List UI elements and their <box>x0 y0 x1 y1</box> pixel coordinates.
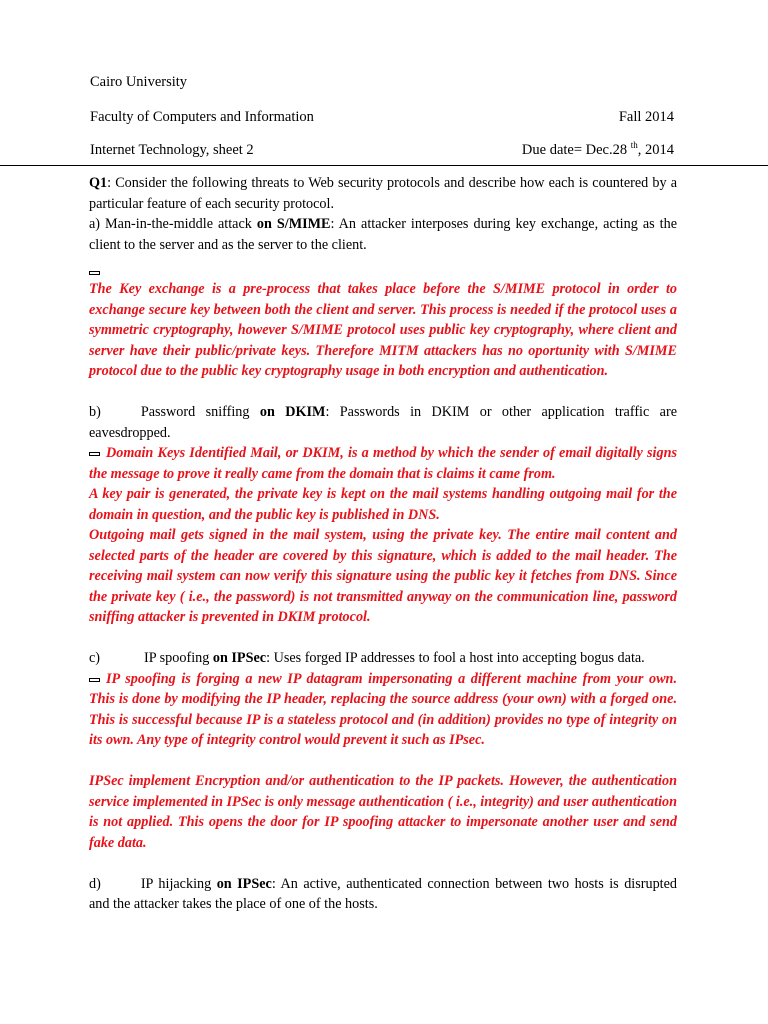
course-title: Internet Technology, sheet 2 <box>90 142 254 158</box>
part-b-answer-3: Outgoing mail gets signed in the mail system, using the private key. The entire mail content and selected parts of the header are covered by this signature, which is added to the mail header. The receiving mail system can now verify this signature using the public key it fetches from DNS. Since the private key ( i.e., the password) is not transmitted anyway on the communication line, password sniffing attacker is prevented in DKIM protocol. <box>89 527 677 625</box>
part-a-question <box>89 214 677 255</box>
part-d-prefix: IP hijacking <box>140 875 217 892</box>
due-date-sup: th <box>630 140 638 150</box>
due-date-prefix: Due date= Dec.28 <box>521 142 628 158</box>
part-a-answer: The Key exchange is a pre-process that takes place before the S/MIME protocol in order to exchange secure key between both the client and server. This process is needed if the protocol uses a symmetric cryptography, however S/MIME protocol uses public key cryptography, where client and server have their public/private keys. Therefore MITM attackers has no oportunity with S/MIME protocol due to the public key cryptography usage in both encryption and authentication. <box>89 281 677 379</box>
q1-label: Q1 <box>89 175 108 191</box>
part-b-answer-2: A key pair is generated, the private key is kept on the mail systems handling outgoing mail for the domain in question, and the public key is published in DNS. <box>89 486 677 523</box>
part-b-protocol: on DKIM <box>259 404 326 420</box>
part-a-prefix: a) Man-in-the-middle attack <box>89 216 257 232</box>
part-c-answer-1 <box>89 669 677 751</box>
part-c-question <box>89 648 677 669</box>
q1-intro-text: : Consider the following threats to Web security protocols and describe how each is countered by a particular feature of each security protocol. <box>89 175 677 212</box>
due-date-suffix: , 2014 <box>637 142 674 158</box>
due-date <box>522 141 674 159</box>
part-b-label: b) <box>89 404 101 420</box>
comment-marker-icon <box>89 678 100 682</box>
part-b-text: : Passwords in DKIM or other application traffic are eavesdropped. <box>89 404 677 441</box>
part-c-answer-1-text: IP spoofing is forging a new IP datagram impersonating a different machine from your own. This is done by modifying the IP header, replacing the source address (your own) with a forged one. This is successful because IP is a stateless protocol and (in addition) provides no type of integrity on its own. Any type of integrity control would prevent it such as IPsec. <box>89 670 677 748</box>
comment-marker-icon <box>89 271 100 275</box>
part-c-protocol: on IPSec <box>212 650 267 666</box>
faculty-name: Faculty of Computers and Information <box>90 109 314 125</box>
part-b-answer-1 <box>89 443 677 484</box>
q1-intro <box>89 173 677 214</box>
part-a-text: : An attacker interposes during key exchange, acting as the client to the server and as the server to the client. <box>89 216 677 253</box>
term: Fall 2014 <box>618 109 674 125</box>
spacer <box>89 382 677 403</box>
part-b-prefix: Password sniffing <box>140 404 260 420</box>
spacer <box>89 255 677 265</box>
part-a-protocol: on S/MIME <box>256 216 331 232</box>
part-a-marker-line <box>89 265 677 279</box>
part-b-answer-1-text: Domain Keys Identified Mail, or DKIM, is a method by which the sender of email digitally signs the message to prove it really came from the domain that is claims it came from. <box>89 445 677 482</box>
spacer <box>89 853 677 874</box>
part-c-prefix: IP spoofing <box>144 650 213 666</box>
part-d-question <box>89 874 677 915</box>
part-c-text: : Uses forged IP addresses to fool a host into accepting bogus data. <box>266 650 645 666</box>
university-name: Cairo University <box>90 74 188 90</box>
spacer <box>89 751 677 772</box>
comment-marker-icon <box>89 452 100 456</box>
part-d-protocol: on IPSec <box>216 875 272 892</box>
part-c-answer-2: IPSec implement Encryption and/or authentication to the IP packets. However, the authentication service implemented in IPSec is only message authentication ( i.e., integrity) and user authentication is not applied. This opens the door for IP spoofing attacker to impersonate another user and send fake data. <box>89 773 677 851</box>
part-d-label: d) <box>89 875 101 892</box>
part-b-question <box>89 402 677 443</box>
spacer <box>89 628 677 649</box>
header-divider <box>0 165 768 166</box>
part-d-text: : An active, authenticated connection between two hosts is disrupted and the attacker takes the place of one of the hosts. <box>89 875 677 912</box>
question-body <box>89 173 677 915</box>
part-c-label: c) <box>89 650 101 666</box>
